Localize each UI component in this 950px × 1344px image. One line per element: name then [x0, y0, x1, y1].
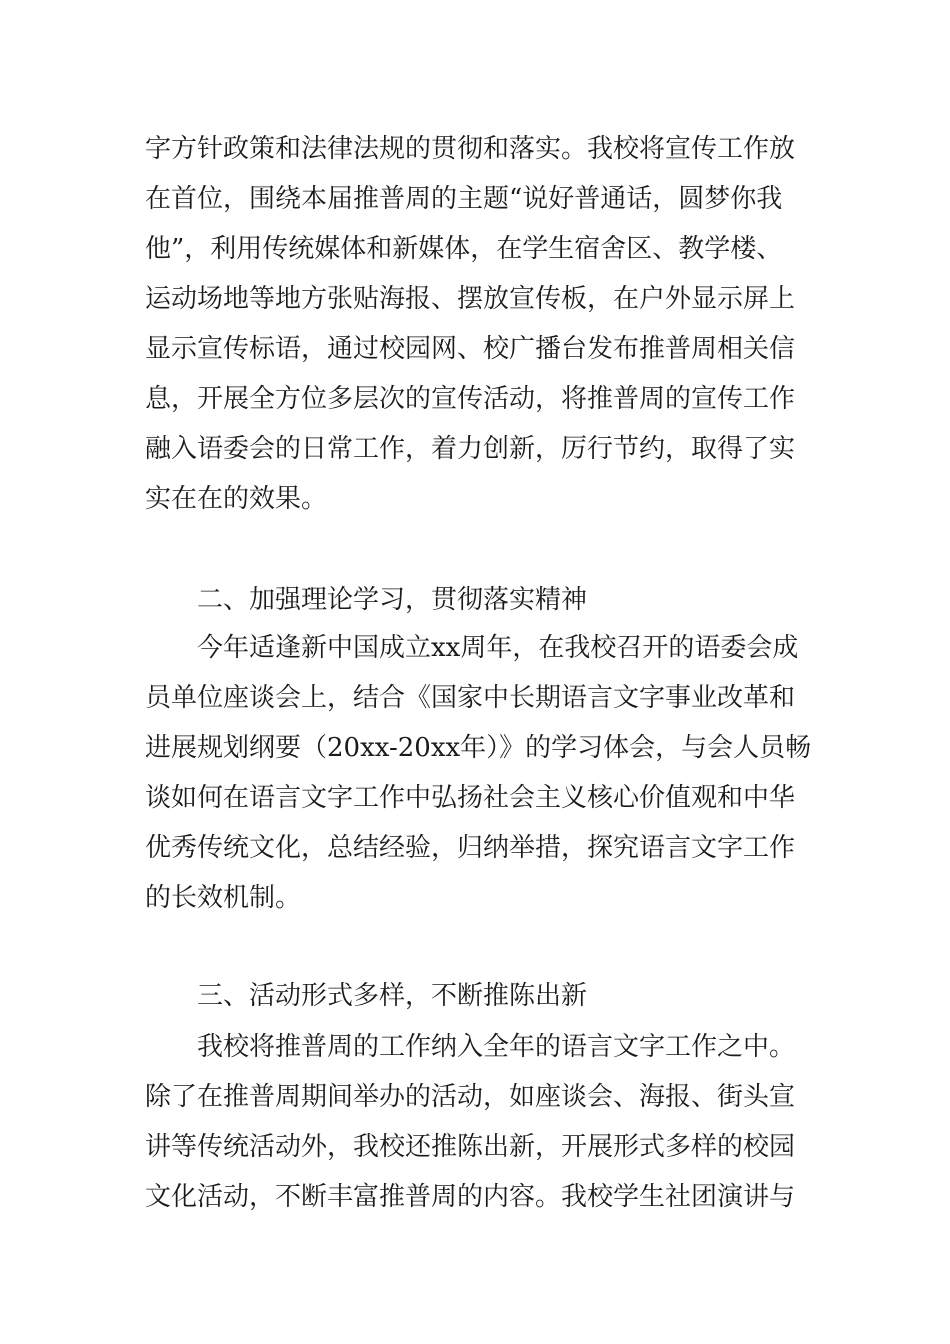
- paragraph-line: 运动场地等地方张贴海报、摆放宣传板，在户外显示屏上: [145, 284, 796, 314]
- paragraph-line: 的长效机制。: [145, 883, 302, 913]
- paragraph-line: 员单位座谈会上，结合《国家中长期语言文字事业改革和: [145, 683, 796, 713]
- paragraph-line: 今年适逢新中国成立xx周年，在我校召开的语委会成: [197, 633, 799, 663]
- paragraph-line: 字方针政策和法律法规的贯彻和落实。我校将宣传工作放: [145, 134, 796, 164]
- paragraph-line: 融入语委会的日常工作，着力创新，厉行节约，取得了实: [145, 434, 796, 464]
- paragraph-line: 息，开展全方位多层次的宣传活动，将推普周的宣传工作: [145, 384, 796, 414]
- paragraph-line: 他”，利用传统媒体和新媒体，在学生宿舍区、教学楼、: [145, 234, 783, 264]
- paragraph-line: 我校将推普周的工作纳入全年的语言文字工作之中。: [197, 1032, 796, 1062]
- section-heading: 二、加强理论学习，贯彻落实精神: [197, 585, 588, 615]
- paragraph-line: 显示宣传标语，通过校园网、校广播台发布推普周相关信: [145, 334, 796, 364]
- paragraph-line: 除了在推普周期间举办的活动，如座谈会、海报、街头宣: [145, 1082, 796, 1112]
- paragraph-line: 文化活动，不断丰富推普周的内容。我校学生社团演讲与: [145, 1182, 796, 1212]
- paragraph-line: 讲等传统活动外，我校还推陈出新，开展形式多样的校园: [145, 1132, 796, 1162]
- paragraph-line: 进展规划纲要（20xx-20xx年）》的学习体会，与会人员畅: [145, 733, 812, 763]
- paragraph-line: 优秀传统文化，总结经验，归纳举措，探究语言文字工作: [145, 833, 796, 863]
- paragraph-line: 在首位，围绕本届推普周的主题“说好普通话，圆梦你我: [145, 184, 783, 214]
- paragraph-line: 谈如何在语言文字工作中弘扬社会主义核心价值观和中华: [145, 783, 796, 813]
- section-heading: 三、活动形式多样，不断推陈出新: [197, 981, 588, 1011]
- paragraph-line: 实在在的效果。: [145, 484, 328, 514]
